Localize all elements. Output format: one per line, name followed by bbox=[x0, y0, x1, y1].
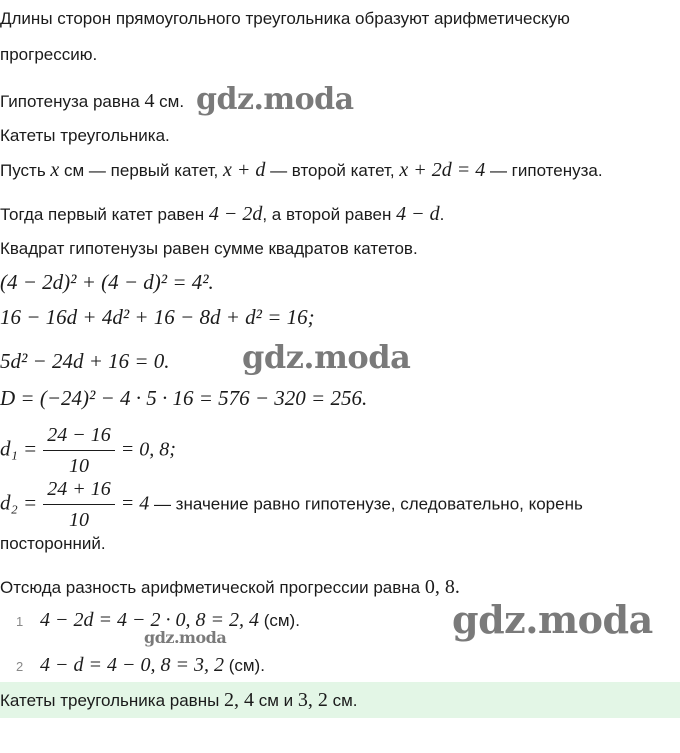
list-item-expr: 4 − 2d = 4 − 2 · 0, 8 = 2, 4 bbox=[40, 609, 259, 631]
answer-line bbox=[0, 689, 358, 712]
given-value: 4 bbox=[144, 90, 155, 112]
watermark: gdz.moda bbox=[144, 628, 227, 647]
given-unit: см. bbox=[154, 92, 185, 111]
d1-denominator: 10 bbox=[68, 455, 89, 477]
let-text-1: Пусть bbox=[0, 161, 51, 180]
equation-2: 16 − 16d + 4d² + 16 − 8d + d² = 16; bbox=[0, 305, 315, 329]
answer-value-a: 2, 4 bbox=[224, 689, 255, 711]
let-text-4: — гипотенуза. bbox=[485, 161, 603, 180]
difference-text: Отсюда разность арифметической прогрессии равна bbox=[0, 578, 425, 597]
d2-label: d₂ = bbox=[0, 490, 38, 515]
let-text-3: — второй катет, bbox=[265, 161, 400, 180]
d2-comment-2: посторонний. bbox=[0, 534, 106, 553]
answer-text: Катеты треугольника равны bbox=[0, 691, 225, 710]
let-line bbox=[0, 159, 603, 182]
given-line bbox=[0, 90, 184, 113]
list-item-number: 1 bbox=[16, 614, 24, 629]
let-x2d: x + 2d = 4 bbox=[399, 159, 486, 181]
d2-denominator: 10 bbox=[68, 509, 89, 531]
problem-line-1: Длины сторон прямоугольного треугольника образуют арифметическую bbox=[0, 9, 570, 28]
difference-line bbox=[0, 576, 460, 599]
d1-numerator: 24 − 16 bbox=[43, 422, 115, 451]
let-xd: x + d bbox=[222, 159, 266, 181]
difference-value: 0, 8. bbox=[424, 576, 460, 598]
then-expr-b: 4 − d bbox=[396, 203, 440, 225]
then-text-3: . bbox=[439, 205, 445, 224]
d2-formula bbox=[0, 476, 583, 533]
d1-label: d₁ = bbox=[0, 436, 38, 461]
watermark: gdz.moda bbox=[196, 82, 354, 117]
list-item-unit: (см). bbox=[258, 611, 300, 630]
problem-line-2: прогрессию. bbox=[0, 45, 98, 64]
then-text-2: , а второй равен bbox=[262, 205, 397, 224]
list-item-number: 2 bbox=[16, 659, 24, 674]
list-item-expr: 4 − d = 4 − 0, 8 = 3, 2 bbox=[40, 654, 224, 676]
pythagoras-text: Квадрат гипотенузы равен сумме квадратов катетов. bbox=[0, 239, 418, 258]
d1-fraction bbox=[43, 422, 115, 479]
then-text-1: Тогда первый катет равен bbox=[0, 205, 209, 224]
question-line: Катеты треугольника. bbox=[0, 126, 170, 145]
list-item bbox=[40, 654, 265, 677]
equation-1: (4 − 2d)² + (4 − d)² = 4². bbox=[0, 270, 214, 294]
given-text: Гипотенуза равна bbox=[0, 92, 145, 111]
d2-fraction bbox=[43, 476, 115, 533]
watermark: gdz.moda bbox=[242, 338, 411, 376]
d2-numerator: 24 + 16 bbox=[43, 476, 115, 505]
d2-comment: — значение равно гипотенузе, следовательно, корень bbox=[149, 494, 583, 514]
d2-result: = 4 bbox=[120, 492, 150, 515]
equation-3: 5d² − 24d + 16 = 0. bbox=[0, 349, 170, 373]
list-item-unit: (см). bbox=[223, 656, 265, 675]
answer-value-b: 3, 2 bbox=[297, 689, 328, 711]
then-expr-a: 4 − 2d bbox=[208, 203, 263, 225]
answer-mid: см и bbox=[254, 691, 298, 710]
d1-formula bbox=[0, 422, 176, 479]
answer-end: см. bbox=[327, 691, 358, 710]
then-line bbox=[0, 203, 444, 226]
watermark: gdz.moda bbox=[452, 597, 653, 642]
let-text-2: см — первый катет, bbox=[59, 161, 223, 180]
d1-result: = 0, 8; bbox=[120, 438, 176, 461]
let-x: x bbox=[50, 159, 60, 181]
equation-4: D = (−24)² − 4 · 5 · 16 = 576 − 320 = 256. bbox=[0, 386, 368, 410]
